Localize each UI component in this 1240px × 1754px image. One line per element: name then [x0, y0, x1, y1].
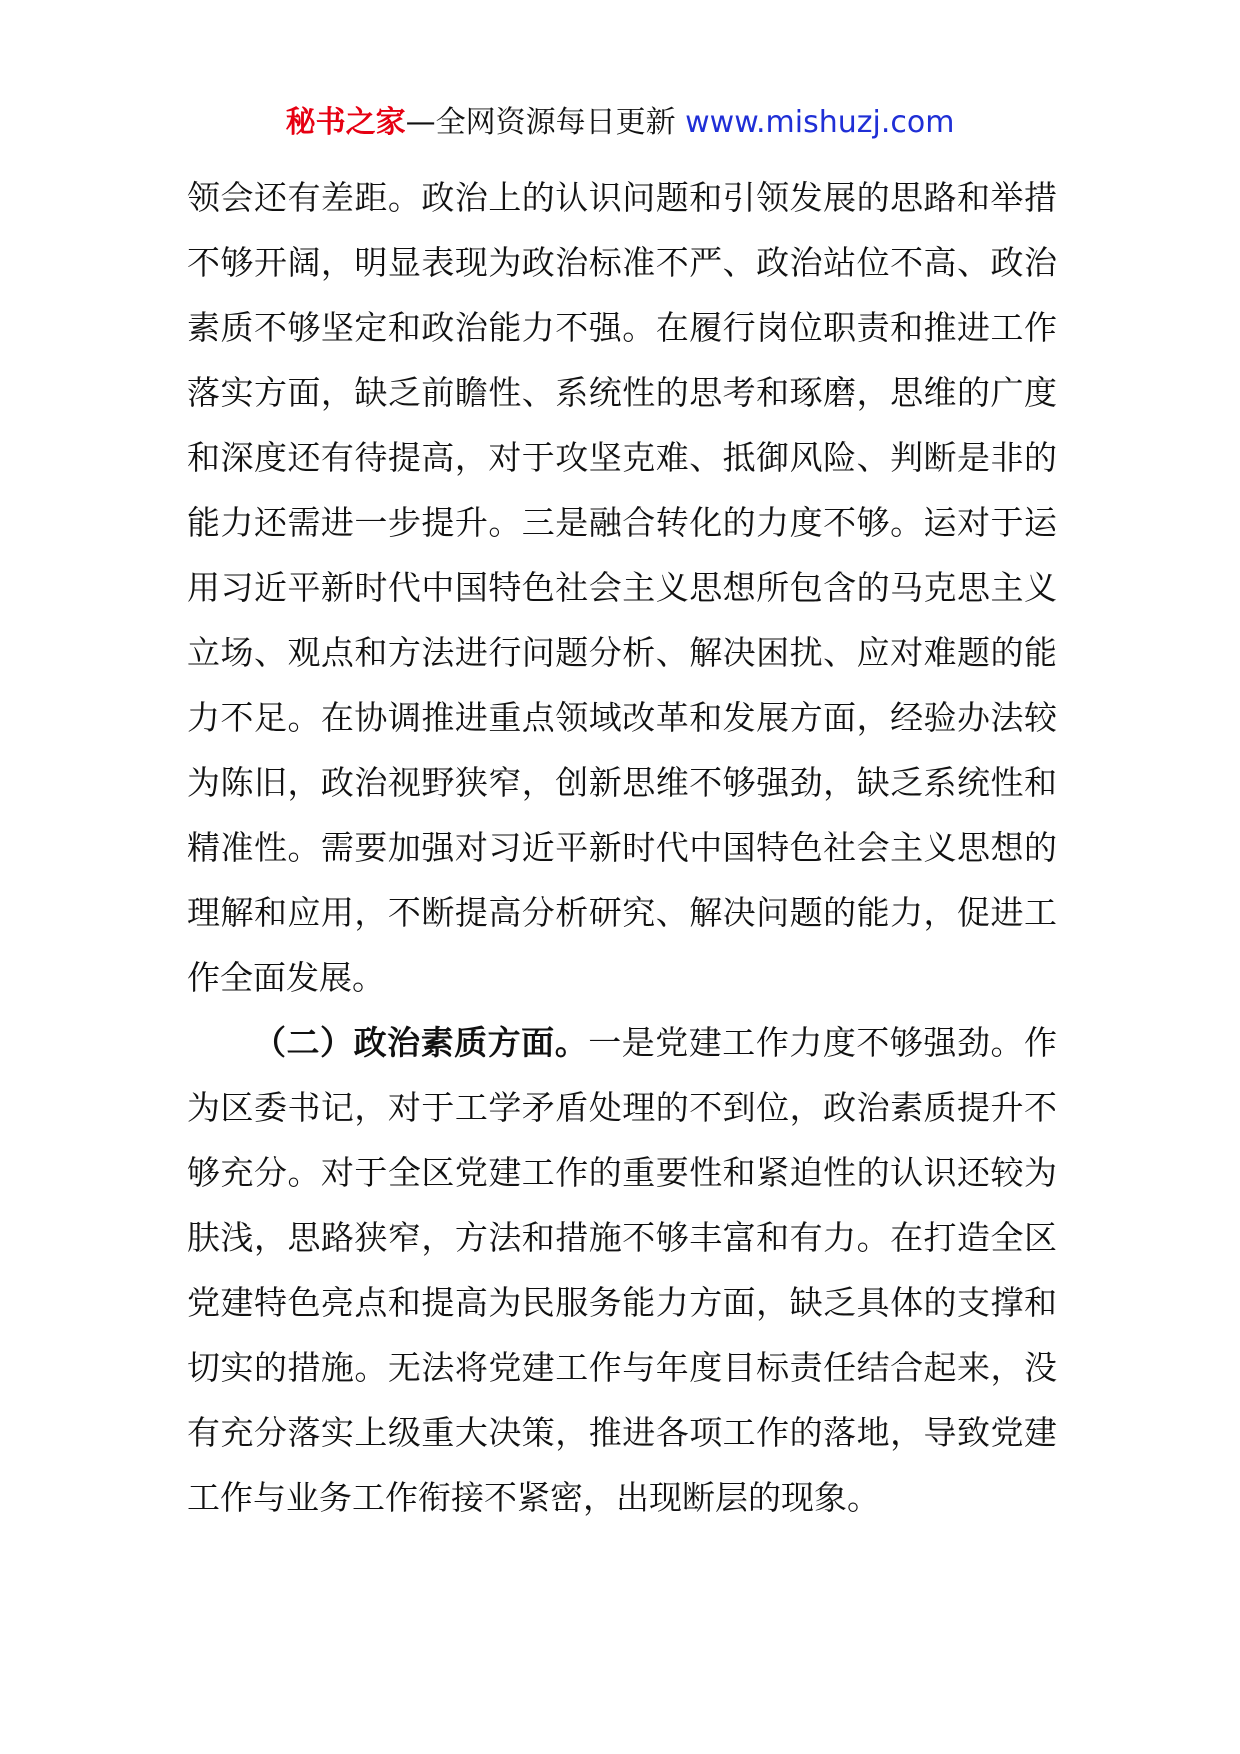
paragraph-2 [187, 1010, 1057, 1530]
header-brand: 秘书之家 [285, 105, 406, 140]
header-tagline: —全网资源每日更新 [405, 105, 686, 140]
page-header [0, 100, 1240, 146]
paragraph-1 [187, 165, 1057, 1010]
paragraph-2-text: 一是党建工作力度不够强劲。作为区委书记，对于工学矛盾处理的不到位，政治素质提升不够充分。对于全区党建工作的重要性和紧迫性的认识还较为肤浅，思路狭窄，方法和措施不够丰富和有力。在打造全区党建特色亮点和提高为民服务能力方面，缺乏具体的支撑和切实的措施。无法将党建工作与年度目标责任结合起来，没有充分落实上级重大决策，推进各项工作的落地，导致党建工作与业务工作衔接不紧密，出现断层的现象。 [187, 1023, 1058, 1517]
document-body [187, 165, 1057, 1530]
paragraph-1-text: 领会还有差距。政治上的认识问题和引领发展的思路和举措不够开阔，明显表现为政治标准不严、政治站位不高、政治素质不够坚定和政治能力不强。在履行岗位职责和推进工作落实方面，缺乏前瞻性、系统性的思考和琢磨，思维的广度和深度还有待提高，对于攻坚克难、抵御风险、判断是非的能力还需进一步提升。三是融合转化的力度不够。运对于运用习近平新时代中国特色社会主义思想所包含的马克思主义立场、观点和方法进行问题分析、解决困扰、应对难题的能力不足。在协调推进重点领域改革和发展方面，经验办法较为陈旧，政治视野狭窄，创新思维不够强劲，缺乏系统性和精准性。需要加强对习近平新时代中国特色社会主义思想的理解和应用，不断提高分析研究、解决问题的能力，促进工作全面发展。 [187, 178, 1057, 997]
header-url-link[interactable]: www.mishuzj.com [685, 105, 955, 140]
section-heading: （二）政治素质方面。 [253, 1023, 589, 1062]
